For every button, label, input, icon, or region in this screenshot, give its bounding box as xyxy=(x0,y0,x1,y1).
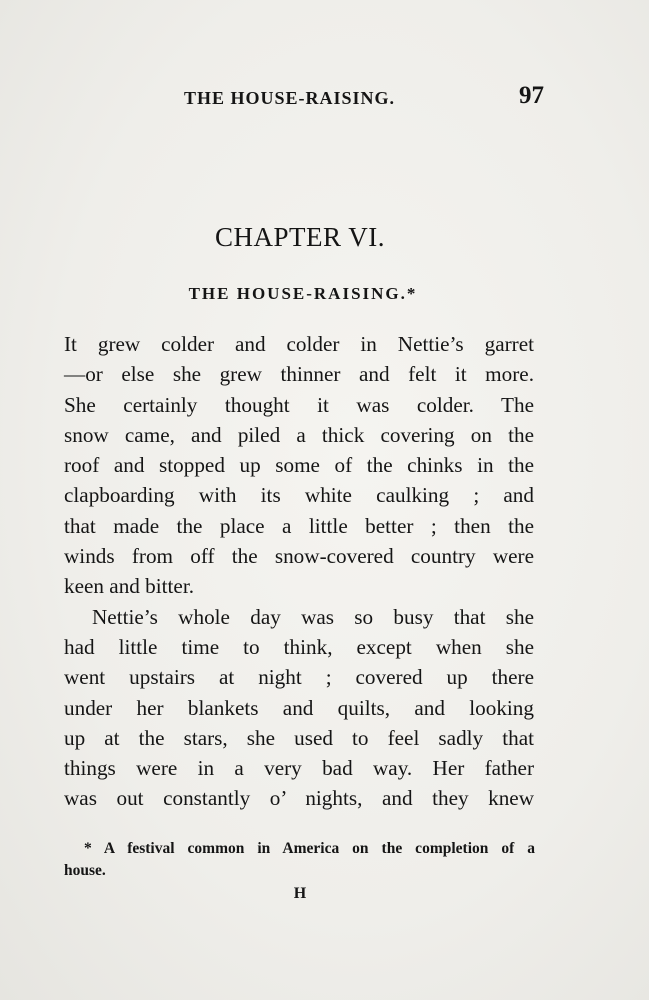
text-line: had little time to think, except when she xyxy=(64,634,534,659)
text-line: keen and bitter. xyxy=(64,574,195,599)
text-line: clapboarding with its white caulking ; and xyxy=(64,483,534,508)
text-line: —or else she grew thinner and felt it more. xyxy=(64,362,534,387)
text-line: Nettie’s whole day was so busy that she xyxy=(92,604,534,629)
text-line: things were in a very bad way. Her father xyxy=(64,756,534,781)
text-line: winds from off the snow-covered country were xyxy=(64,544,534,569)
chapter-subtitle: THE HOUSE-RAISING.* xyxy=(188,284,418,303)
page-number: 97 xyxy=(519,82,544,109)
footnote xyxy=(64,838,535,882)
text-line: went upstairs at night ; covered up there xyxy=(64,665,534,690)
text-line: that made the place a little better ; then the xyxy=(64,513,534,538)
text-line: She certainly thought it was colder. The xyxy=(64,392,534,417)
running-title: THE HOUSE-RAISING. xyxy=(184,88,396,108)
footnote-line: house. xyxy=(64,862,106,879)
footnote-line: * A festival common in America on the completion of a xyxy=(84,840,535,857)
text-line: It grew colder and colder in Nettie’s garret xyxy=(64,332,534,356)
text-line: up at the stars, she used to feel sadly that xyxy=(64,725,534,750)
chapter-title: CHAPTER VI. xyxy=(214,222,386,252)
running-head xyxy=(64,82,544,116)
text-line: snow came, and piled a thick covering on the xyxy=(64,422,534,447)
text-line: roof and stopped up some of the chinks in the xyxy=(64,453,534,478)
body-text xyxy=(64,329,534,814)
signature-mark: H xyxy=(293,885,307,902)
text-line: under her blankets and quilts, and looking xyxy=(64,695,534,720)
text-line: was out constantly o’ nights, and they knew xyxy=(64,786,534,811)
